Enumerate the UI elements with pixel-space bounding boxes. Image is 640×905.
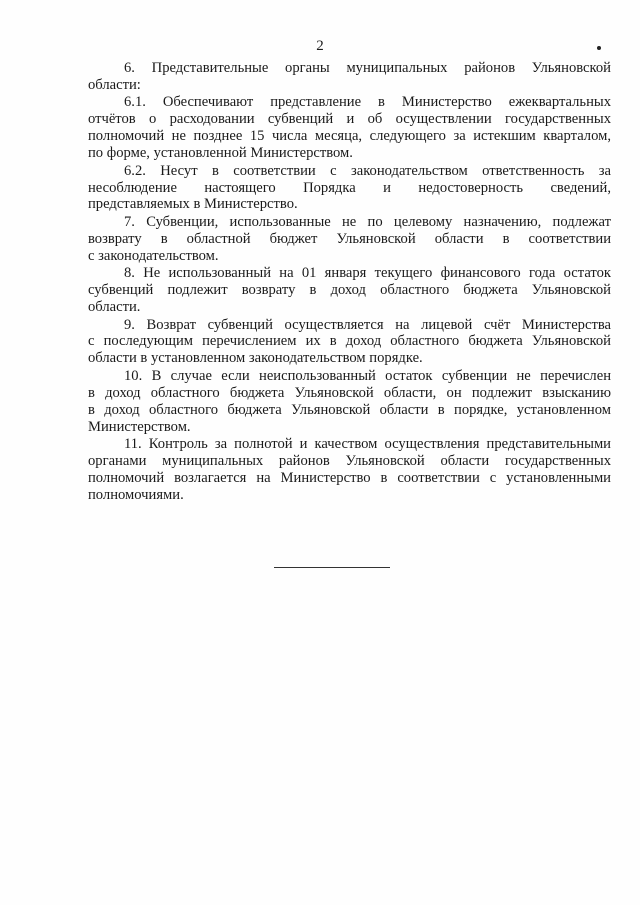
paragraph-line: Министерством.: [88, 418, 191, 435]
paragraph-line: несоблюдение настоящего Порядка и недостоверность сведений,: [88, 179, 611, 196]
paragraph-line: с последующим перечислением их в доход областного бюджета Ульяновской: [88, 333, 611, 350]
paragraph-line: с законодательством.: [88, 247, 219, 264]
paragraph-line: 6.2. Несут в соответствии с законодательством ответственность за: [124, 162, 611, 179]
paragraph-line: в доход областного бюджета Ульяновской области в порядке, установленном: [88, 401, 611, 418]
paragraph-line: в доход областного бюджета Ульяновской области, он подлежит взысканию: [88, 384, 611, 401]
paragraph: [88, 60, 611, 94]
paragraph-line: субвенций подлежит возврату в доход областного бюджета Ульяновской: [88, 282, 611, 299]
paragraph-line: области в установленном законодательством порядке.: [88, 350, 423, 367]
paragraph-line: 6.1. Обеспечивают представление в Министерство ежеквартальных: [124, 94, 611, 111]
paragraph: [88, 368, 611, 436]
paragraph: [88, 436, 611, 504]
paragraph-line: области:: [88, 76, 141, 93]
paragraph-line: отчётов о расходовании субвенций и об осуществлении государственных: [88, 111, 611, 128]
paragraph-line: по форме, установленной Министерством.: [88, 145, 353, 162]
paragraph: [88, 214, 611, 265]
paragraph: [88, 265, 611, 316]
paragraph: [88, 94, 611, 162]
paragraph-line: 6. Представительные органы муниципальных районов Ульяновской: [124, 60, 611, 76]
paragraph-line: полномочий возлагается на Министерство в соответствии с установленными: [88, 469, 611, 486]
paragraph-line: органами муниципальных районов Ульяновской области государственных: [88, 453, 611, 469]
page-number: 2: [316, 38, 324, 54]
scan-speck: [597, 46, 601, 50]
paragraph-line: 9. Возврат субвенций осуществляется на лицевой счёт Министерства: [124, 316, 611, 333]
paragraph-line: полномочий не позднее 15 числа месяца, следующего за истекшим кварталом,: [88, 128, 611, 145]
paragraph-line: области.: [88, 299, 141, 316]
paragraph-line: 10. В случае если неиспользованный остаток субвенции не перечислен: [124, 367, 611, 384]
paragraph: [88, 163, 611, 214]
paragraph-line: возврату в областной бюджет Ульяновской области в соответствии: [88, 230, 611, 247]
paragraph-line: полномочиями.: [88, 486, 184, 503]
paragraph: [88, 317, 611, 368]
paragraph-line: 11. Контроль за полнотой и качеством осуществления представительными: [124, 436, 611, 453]
paragraph-line: представляемых в Министерство.: [88, 196, 298, 213]
document-body: [88, 60, 611, 504]
paragraph-line: 7. Субвенции, использованные не по целевому назначению, подлежат: [124, 213, 611, 230]
closing-rule: [274, 567, 390, 568]
paragraph-line: 8. Не использованный на 01 января текущего финансового года остаток: [124, 265, 611, 282]
